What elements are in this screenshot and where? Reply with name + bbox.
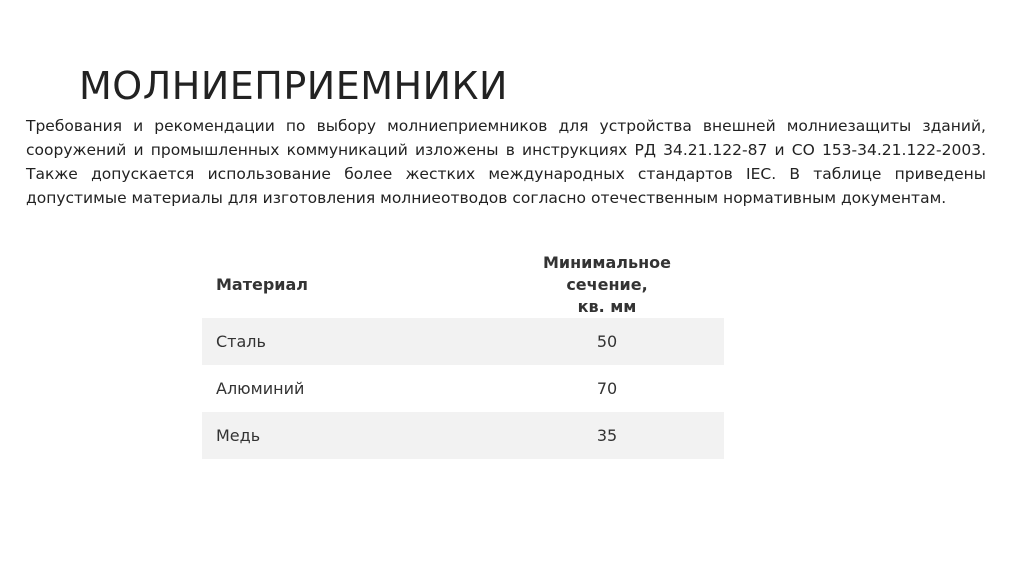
header-material: Материал bbox=[216, 275, 309, 294]
cell-min-section: 50 bbox=[596, 332, 618, 351]
materials-table bbox=[202, 252, 724, 459]
intro-paragraph: Требования и рекомендации по выбору молниеприемников для устройства внешней молниезащиты зданий, сооружений и промышленных коммуникаций изложены в инструкциях РД 34.21.122-87 и СО 153-34.21.122-2003. Также допускается использование более жестких международных стандартов IEC. В таблице приведены допустимые материалы для изготовления молниеотводов согласно отечественным нормативным документам. bbox=[26, 117, 986, 207]
slide-title: МОЛНИЕПРИЕМНИКИ bbox=[79, 64, 508, 108]
header-min-section bbox=[490, 252, 724, 318]
cell-material: Сталь bbox=[216, 332, 266, 351]
table-header bbox=[202, 252, 724, 318]
header-min-section-line1: Минимальное сечение, bbox=[542, 253, 671, 294]
cell-material: Алюминий bbox=[216, 379, 305, 398]
header-min-section-line2: кв. мм bbox=[577, 297, 637, 316]
table-header-row bbox=[202, 252, 724, 318]
cell-material: Медь bbox=[216, 426, 261, 445]
cell-min-section: 70 bbox=[596, 379, 618, 398]
table-row bbox=[202, 412, 724, 459]
cell-min-section: 35 bbox=[596, 426, 618, 445]
table-row bbox=[202, 365, 724, 412]
table-body bbox=[202, 318, 724, 459]
table-row bbox=[202, 318, 724, 365]
